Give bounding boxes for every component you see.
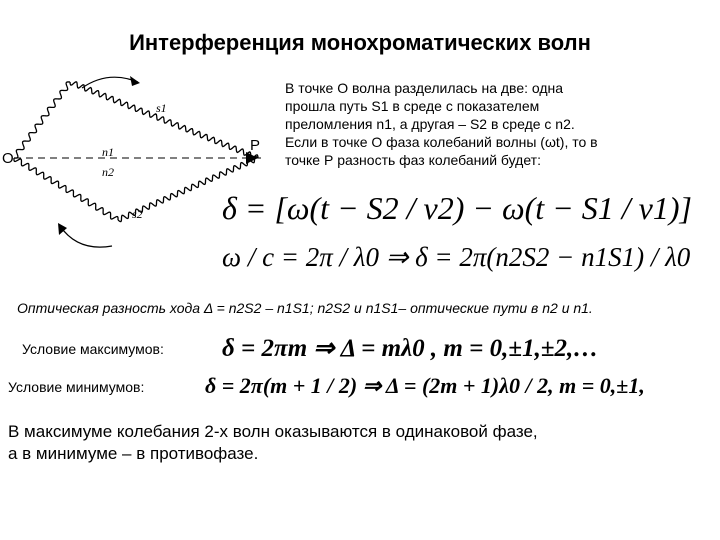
optical-path-text: Оптическая разность хода Δ = n2S2 – n1S1; n2S2 и n1S1– оптические пути в n2 и n1. xyxy=(17,300,593,316)
wave-paths-diagram xyxy=(0,70,280,255)
wave-path-s1-right xyxy=(70,82,261,159)
conclusion-line: В максимуме колебания 2-х волн оказываются в одинаковой фазе, xyxy=(8,422,538,441)
top-curved-arrow xyxy=(82,77,138,88)
intro-line: прошла путь S1 в среде с показателем xyxy=(285,98,540,114)
conclusion-paragraph xyxy=(8,421,708,465)
intro-line: Если в точке О фаза колебаний волны (ωt), то в xyxy=(285,134,598,150)
maxima-label: Условие максимумов: xyxy=(22,341,164,357)
intro-line: точке Р разность фаз колебаний будет: xyxy=(285,152,541,168)
page-title: Интерференция монохроматических волн xyxy=(129,30,591,55)
phase-difference-formula: δ = [ω(t − S2 / v2) − ω(t − S1 / v1)] xyxy=(222,190,692,226)
top-arrowhead xyxy=(130,76,140,86)
minima-formula: δ = 2π(m + 1 / 2) ⇒ Δ = (2m + 1)λ0 / 2, m = 0,±1, xyxy=(205,373,645,398)
s2-label: s2 xyxy=(132,207,143,221)
point-o-label: O xyxy=(2,150,14,167)
maxima-formula: δ = 2πm ⇒ Δ = mλ0 , m = 0,±1,±2,… xyxy=(222,335,599,362)
intro-line: преломления n1, а другая – S2 в среде с n2. xyxy=(285,116,575,132)
n1-label: n1 xyxy=(102,145,114,159)
n2-label: n2 xyxy=(102,165,114,179)
phase-relation-formula: ω / c = 2π / λ0 ⇒ δ = 2π(n2S2 − n1S1) / λ0 xyxy=(222,242,691,272)
wave-path-s1-left xyxy=(14,82,70,158)
point-p-label: P xyxy=(250,137,261,154)
minima-label: Условие минимумов: xyxy=(8,379,145,395)
bottom-curved-arrow xyxy=(60,226,112,247)
intro-paragraph xyxy=(285,79,715,169)
intro-line: В точке О волна разделилась на две: одна xyxy=(285,80,564,96)
s1-label: s1 xyxy=(156,101,167,115)
conclusion-line: а в минимуме – в противофазе. xyxy=(8,444,259,463)
